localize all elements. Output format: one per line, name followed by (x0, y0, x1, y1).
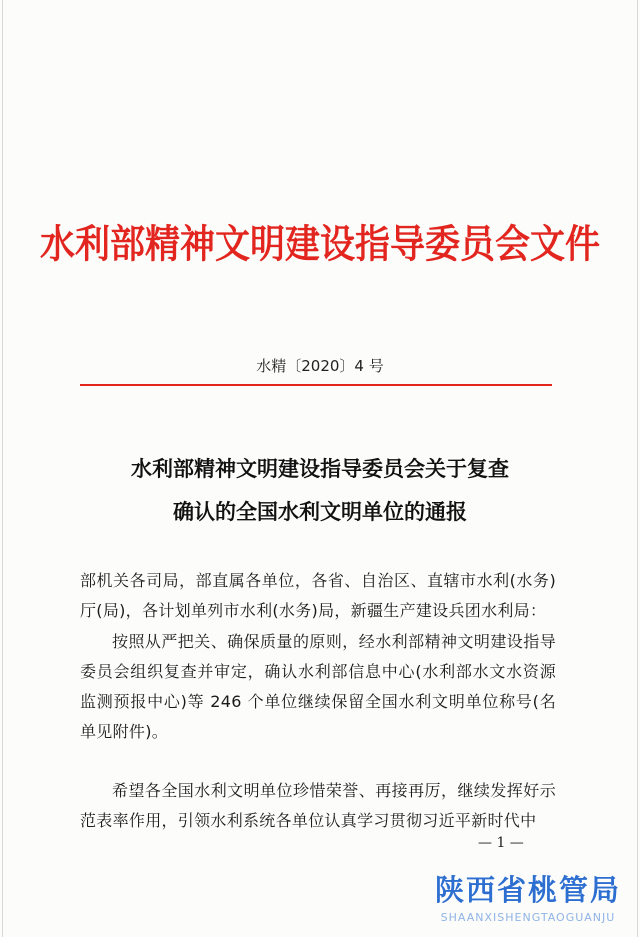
document-number: 水精〔2020〕4 号 (256, 357, 384, 375)
document-title-line-2: 确认的全国水利文明单位的通报 (173, 499, 467, 524)
paragraph-1-block (80, 627, 556, 747)
paragraph-2-block (80, 776, 556, 836)
document-title-line-1: 水利部精神文明建设指导委员会关于复查 (131, 456, 509, 481)
watermark-logo (428, 868, 628, 924)
addressee-block (80, 566, 556, 626)
watermark-name: 陕西省桃管局 (434, 873, 621, 907)
page-number: — 1 — (478, 835, 524, 851)
paragraph-1: 按照从严把关、确保质量的原则，经水利部精神文明建设指导委员会组织复查并审定，确认水利部信息中心(水利部水文水资源监测预报中心)等 246 个单位继续保留全国水利文明单位称号(名单见附件)。 (80, 632, 556, 741)
red-header-title: 水利部精神文明建设指导委员会文件 (39, 221, 600, 268)
addressee-text: 部机关各司局，部直属各单位，各省、自治区、直辖市水利(水务)厅(局)，各计划单列市水利(水务)局，新疆生产建设兵团水利局： (80, 571, 556, 620)
paragraph-2: 希望各全国水利文明单位珍惜荣誉、再接再厉，继续发挥好示范表率作用，引领水利系统各单位认真学习贯彻习近平新时代中 (80, 781, 556, 830)
watermark-pinyin: SHAANXISHENGTAOGUANJU (440, 911, 616, 924)
red-divider-line (80, 384, 552, 386)
